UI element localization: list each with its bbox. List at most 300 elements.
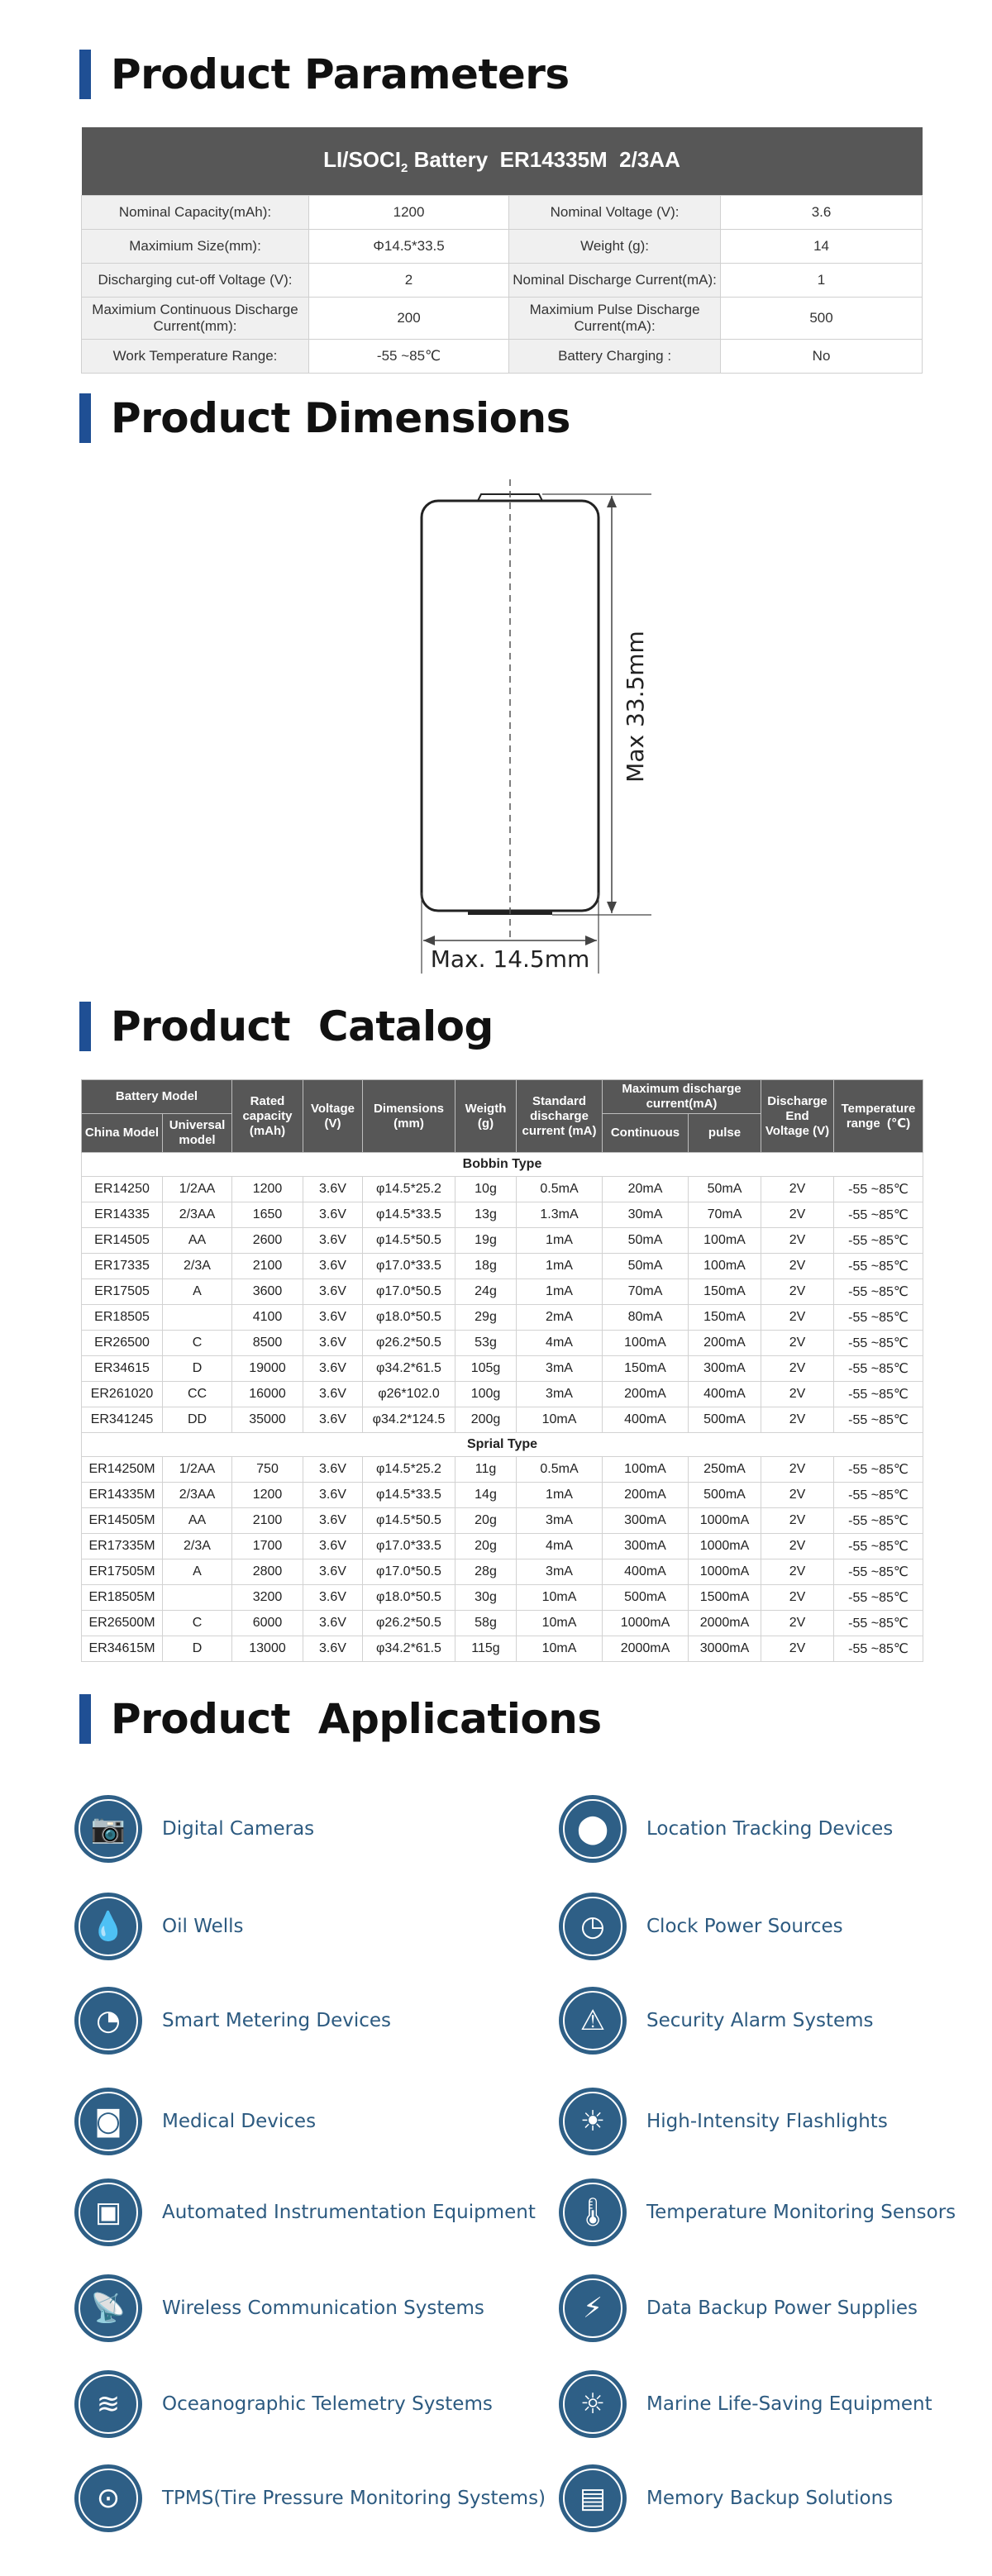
table-cell: 53g — [455, 1331, 517, 1356]
instrument-icon — [74, 2178, 142, 2246]
table-cell: 6000 — [232, 1611, 303, 1636]
table-cell: 3.6V — [303, 1457, 363, 1483]
table-row — [82, 1508, 923, 1534]
tire-pressure-icon — [74, 2464, 142, 2532]
catalog-rows — [82, 1153, 923, 1662]
table-cell: -55 ~85℃ — [834, 1457, 923, 1483]
table-cell: φ18.0*50.5 — [363, 1585, 455, 1611]
section-title: Product Applications — [111, 1695, 602, 1743]
col-temp-range: Temperature range (℃) — [834, 1080, 923, 1153]
table-cell: ER14505 — [82, 1228, 163, 1254]
table-cell: 2600 — [232, 1228, 303, 1254]
table-cell: 70mA — [603, 1279, 689, 1305]
application-item — [74, 1983, 391, 2058]
table-row — [82, 1279, 923, 1305]
table-cell: 1200 — [232, 1177, 303, 1202]
table-row — [82, 1457, 923, 1483]
table-cell: 4100 — [232, 1305, 303, 1331]
table-cell: 2V — [761, 1202, 834, 1228]
parameter-label: Maximium Size(mm): — [82, 230, 309, 264]
section-title: Product Dimensions — [111, 394, 570, 442]
application-label: Clock Power Sources — [646, 1916, 843, 1937]
col-dimensions: Dimensions (mm) — [363, 1080, 455, 1153]
icon-glyph: ☀ — [579, 2105, 606, 2138]
col-voltage: Voltage (V) — [303, 1080, 363, 1153]
icon-glyph: ▣ — [94, 2196, 122, 2229]
parameter-row — [82, 264, 923, 298]
parameter-label: Maximium Continuous Discharge Current(mm): — [82, 298, 309, 340]
table-cell: 14g — [455, 1483, 517, 1508]
application-label: Smart Metering Devices — [162, 2010, 392, 2031]
table-cell: 2V — [761, 1559, 834, 1585]
table-cell: 20g — [455, 1534, 517, 1559]
heading-accent-bar — [79, 50, 91, 99]
table-cell: 2V — [761, 1636, 834, 1662]
table-cell — [163, 1305, 232, 1331]
table-cell: 2V — [761, 1382, 834, 1407]
table-cell: 16000 — [232, 1382, 303, 1407]
table-cell: 3.6V — [303, 1356, 363, 1382]
table-cell: 80mA — [603, 1305, 689, 1331]
table-cell: 1mA — [517, 1279, 603, 1305]
table-row — [82, 1331, 923, 1356]
application-label: Automated Instrumentation Equipment — [162, 2202, 536, 2223]
table-cell: -55 ~85℃ — [834, 1382, 923, 1407]
width-label: Max. 14.5mm — [430, 945, 590, 973]
application-item — [559, 1792, 893, 1866]
table-cell: 20g — [455, 1508, 517, 1534]
table-cell: 500mA — [689, 1483, 761, 1508]
application-label: Digital Cameras — [162, 1818, 315, 1840]
application-item — [559, 2175, 956, 2250]
table-cell: 11g — [455, 1457, 517, 1483]
table-cell: φ14.5*33.5 — [363, 1202, 455, 1228]
table-cell: 3.6V — [303, 1254, 363, 1279]
icon-glyph: ⚡ — [583, 2292, 603, 2325]
parameter-value: 14 — [721, 230, 923, 264]
col-standard-current: Standard discharge current (mA) — [517, 1080, 603, 1153]
table-cell: 300mA — [689, 1356, 761, 1382]
table-cell: 20mA — [603, 1177, 689, 1202]
table-cell: ER17335 — [82, 1254, 163, 1279]
table-cell: -55 ~85℃ — [834, 1636, 923, 1662]
table-cell: 30mA — [603, 1202, 689, 1228]
parameter-label: Nominal Voltage (V): — [509, 196, 721, 230]
table-cell: φ17.0*33.5 — [363, 1254, 455, 1279]
catalog-group-title: Sprial Type — [82, 1433, 923, 1457]
table-cell: 115g — [455, 1636, 517, 1662]
table-cell: 100mA — [603, 1331, 689, 1356]
table-cell: 1650 — [232, 1202, 303, 1228]
table-cell: 2V — [761, 1177, 834, 1202]
table-cell: φ18.0*50.5 — [363, 1305, 455, 1331]
parameter-row — [82, 230, 923, 264]
table-cell: ER18505 — [82, 1305, 163, 1331]
parameter-label: Battery Charging : — [509, 340, 721, 374]
icon-glyph: ≋ — [96, 2388, 121, 2421]
table-cell: 2V — [761, 1483, 834, 1508]
medical-device-icon — [74, 2088, 142, 2155]
table-cell: 300mA — [603, 1534, 689, 1559]
table-cell: 3mA — [517, 1356, 603, 1382]
table-cell: 3.6V — [303, 1636, 363, 1662]
icon-glyph: ☼ — [579, 2388, 606, 2421]
table-cell: 1700 — [232, 1534, 303, 1559]
table-cell: 2V — [761, 1585, 834, 1611]
table-cell: -55 ~85℃ — [834, 1407, 923, 1433]
parameter-value: 3.6 — [721, 196, 923, 230]
table-cell: 58g — [455, 1611, 517, 1636]
table-cell: 2mA — [517, 1305, 603, 1331]
table-cell: 3.6V — [303, 1407, 363, 1433]
header-subscript: 2 — [401, 161, 408, 176]
col-china-model: China Model — [82, 1114, 163, 1153]
table-cell: φ14.5*33.5 — [363, 1483, 455, 1508]
table-cell: φ34.2*61.5 — [363, 1356, 455, 1382]
table-cell: 250mA — [689, 1457, 761, 1483]
table-cell: 3mA — [517, 1508, 603, 1534]
table-cell: 1200 — [232, 1483, 303, 1508]
application-label: Temperature Monitoring Sensors — [646, 2202, 956, 2223]
antenna-icon — [74, 2274, 142, 2342]
parameter-value: No — [721, 340, 923, 374]
table-row — [82, 1407, 923, 1433]
catalog-table — [81, 1079, 923, 1662]
table-cell: 2V — [761, 1534, 834, 1559]
table-cell: D — [163, 1356, 232, 1382]
table-cell: 28g — [455, 1559, 517, 1585]
table-row — [82, 1254, 923, 1279]
application-item — [74, 2367, 493, 2441]
table-cell: 2100 — [232, 1254, 303, 1279]
table-cell: DD — [163, 1407, 232, 1433]
table-cell: φ14.5*50.5 — [363, 1508, 455, 1534]
icon-glyph: ⚠ — [579, 2004, 606, 2037]
table-cell: 2V — [761, 1356, 834, 1382]
table-cell: φ14.5*25.2 — [363, 1177, 455, 1202]
table-cell: ER26500M — [82, 1611, 163, 1636]
oil-drop-icon — [74, 1893, 142, 1960]
table-cell: 1mA — [517, 1254, 603, 1279]
table-row — [82, 1202, 923, 1228]
catalog-group-row — [82, 1433, 923, 1457]
table-cell: 100mA — [689, 1254, 761, 1279]
col-max-discharge: Maximum discharge current(mA) — [603, 1080, 761, 1114]
alarm-icon — [559, 1987, 627, 2055]
table-cell: 1.3mA — [517, 1202, 603, 1228]
camera-icon — [74, 1795, 142, 1863]
table-cell: -55 ~85℃ — [834, 1177, 923, 1202]
table-cell: 3.6V — [303, 1177, 363, 1202]
table-cell: 0.5mA — [517, 1177, 603, 1202]
table-cell: 400mA — [689, 1382, 761, 1407]
table-cell: CC — [163, 1382, 232, 1407]
table-cell: ER14505M — [82, 1508, 163, 1534]
table-cell: 100mA — [689, 1228, 761, 1254]
table-cell: 10mA — [517, 1636, 603, 1662]
table-cell: 10mA — [517, 1611, 603, 1636]
table-cell: 2/3A — [163, 1254, 232, 1279]
table-cell: 1/2AA — [163, 1177, 232, 1202]
table-cell: 105g — [455, 1356, 517, 1382]
icon-glyph: ◙ — [94, 2105, 122, 2138]
table-cell: -55 ~85℃ — [834, 1228, 923, 1254]
table-cell: 150mA — [603, 1356, 689, 1382]
table-cell: 500mA — [603, 1585, 689, 1611]
application-label: Oil Wells — [162, 1916, 244, 1937]
table-cell: φ26*102.0 — [363, 1382, 455, 1407]
table-cell: 18g — [455, 1254, 517, 1279]
table-cell: 150mA — [689, 1279, 761, 1305]
table-cell: 10mA — [517, 1585, 603, 1611]
table-cell: 2800 — [232, 1559, 303, 1585]
table-cell: AA — [163, 1228, 232, 1254]
application-item — [74, 2084, 316, 2159]
application-label: Security Alarm Systems — [646, 2010, 874, 2031]
table-cell: ER17505M — [82, 1559, 163, 1585]
application-item — [74, 2271, 484, 2345]
parameter-value: -55 ~85℃ — [309, 340, 509, 374]
icon-glyph: ⬤ — [576, 1812, 609, 1845]
table-cell: 300mA — [603, 1508, 689, 1534]
table-cell: φ34.2*61.5 — [363, 1636, 455, 1662]
table-cell: -55 ~85℃ — [834, 1508, 923, 1534]
table-cell: 200mA — [603, 1382, 689, 1407]
col-end-voltage: Discharge End Voltage (V) — [761, 1080, 834, 1153]
parameter-label: Maximium Pulse Discharge Current(mA): — [509, 298, 721, 340]
table-cell: 3600 — [232, 1279, 303, 1305]
height-arrow-bottom — [607, 902, 617, 913]
table-cell: 3mA — [517, 1382, 603, 1407]
table-cell: 1000mA — [689, 1559, 761, 1585]
ocean-wave-icon — [74, 2370, 142, 2438]
application-label: Medical Devices — [162, 2111, 317, 2132]
table-row — [82, 1305, 923, 1331]
table-cell: 1/2AA — [163, 1457, 232, 1483]
parameter-value: 200 — [309, 298, 509, 340]
height-label: Max 33.5mm — [622, 631, 649, 783]
table-cell: 2V — [761, 1508, 834, 1534]
table-cell: ER34615 — [82, 1356, 163, 1382]
heading-accent-bar — [79, 393, 91, 443]
parameter-label: Nominal Capacity(mAh): — [82, 196, 309, 230]
col-weight: Weigth (g) — [455, 1080, 517, 1153]
application-item — [74, 1889, 244, 1964]
table-cell: 13000 — [232, 1636, 303, 1662]
table-cell: 1mA — [517, 1228, 603, 1254]
width-arrow-left — [423, 936, 435, 945]
table-cell: 1mA — [517, 1483, 603, 1508]
table-cell: 3.6V — [303, 1202, 363, 1228]
table-cell: 30g — [455, 1585, 517, 1611]
table-cell: A — [163, 1279, 232, 1305]
table-cell: 3000mA — [689, 1636, 761, 1662]
table-cell: 10mA — [517, 1407, 603, 1433]
application-item — [559, 2084, 888, 2159]
icon-glyph: ◷ — [580, 1910, 605, 1943]
parameter-row — [82, 298, 923, 340]
table-cell: 3.6V — [303, 1508, 363, 1534]
parameter-label: Work Temperature Range: — [82, 340, 309, 374]
catalog-group-row — [82, 1153, 923, 1177]
table-cell: 24g — [455, 1279, 517, 1305]
table-cell: 200mA — [603, 1483, 689, 1508]
table-cell: ER14250 — [82, 1177, 163, 1202]
col-rated-capacity: Rated capacity (mAh) — [232, 1080, 303, 1153]
table-cell: -55 ~85℃ — [834, 1305, 923, 1331]
parameters-heading — [79, 50, 570, 99]
application-label: Location Tracking Devices — [646, 1818, 894, 1840]
table-cell: -55 ~85℃ — [834, 1356, 923, 1382]
table-cell: 2V — [761, 1611, 834, 1636]
table-row — [82, 1177, 923, 1202]
table-cell: φ26.2*50.5 — [363, 1611, 455, 1636]
table-cell: 70mA — [689, 1202, 761, 1228]
table-cell: 19000 — [232, 1356, 303, 1382]
application-label: TPMS(Tire Pressure Monitoring Systems) — [162, 2488, 546, 2509]
table-cell: 1000mA — [689, 1534, 761, 1559]
table-cell: 2V — [761, 1279, 834, 1305]
lifebuoy-icon — [559, 2370, 627, 2438]
icon-glyph: ⊙ — [96, 2482, 121, 2515]
application-item — [559, 1983, 874, 2058]
table-cell: ER17505 — [82, 1279, 163, 1305]
table-cell: 2/3AA — [163, 1483, 232, 1508]
table-cell: ER14335M — [82, 1483, 163, 1508]
table-cell: -55 ~85℃ — [834, 1611, 923, 1636]
table-cell: 2V — [761, 1457, 834, 1483]
table-cell: φ14.5*50.5 — [363, 1228, 455, 1254]
table-cell: -55 ~85℃ — [834, 1254, 923, 1279]
application-item — [559, 1889, 843, 1964]
table-cell: 150mA — [689, 1305, 761, 1331]
table-cell: 35000 — [232, 1407, 303, 1433]
width-arrow-right — [585, 936, 597, 945]
col-continuous: Continuous — [603, 1114, 689, 1153]
table-cell — [163, 1585, 232, 1611]
parameters-table — [81, 127, 923, 374]
table-cell: -55 ~85℃ — [834, 1279, 923, 1305]
table-cell: 50mA — [689, 1177, 761, 1202]
header-model-text: Battery ER14335M 2/3AA — [408, 146, 680, 172]
flashlight-icon — [559, 2088, 627, 2155]
table-cell: 100g — [455, 1382, 517, 1407]
table-cell: 3.6V — [303, 1382, 363, 1407]
parameter-label: Discharging cut-off Voltage (V): — [82, 264, 309, 298]
table-cell: -55 ~85℃ — [834, 1559, 923, 1585]
table-cell: 50mA — [603, 1254, 689, 1279]
clock-icon — [559, 1893, 627, 1960]
table-cell: -55 ~85℃ — [834, 1202, 923, 1228]
table-cell: ER14250M — [82, 1457, 163, 1483]
table-cell: φ34.2*124.5 — [363, 1407, 455, 1433]
icon-glyph: 📷 — [90, 1812, 126, 1845]
parameters-rows — [82, 196, 923, 374]
application-label: Memory Backup Solutions — [646, 2488, 894, 2509]
application-label: Data Backup Power Supplies — [646, 2297, 918, 2319]
table-cell: 2V — [761, 1254, 834, 1279]
table-cell: ER34615M — [82, 1636, 163, 1662]
parameter-label: Nominal Discharge Current(mA): — [509, 264, 721, 298]
table-cell: -55 ~85℃ — [834, 1483, 923, 1508]
table-cell: 100mA — [603, 1457, 689, 1483]
table-row — [82, 1228, 923, 1254]
col-battery-model: Battery Model — [82, 1080, 232, 1114]
table-row — [82, 1483, 923, 1508]
backup-power-icon — [559, 2274, 627, 2342]
application-item — [559, 2271, 918, 2345]
thermometer-icon — [559, 2178, 627, 2246]
application-item — [559, 2461, 893, 2536]
table-cell: 1000mA — [689, 1508, 761, 1534]
table-cell: ER14335 — [82, 1202, 163, 1228]
table-cell: 2V — [761, 1228, 834, 1254]
table-cell: 3.6V — [303, 1585, 363, 1611]
table-cell: 750 — [232, 1457, 303, 1483]
table-cell: ER17335M — [82, 1534, 163, 1559]
table-cell: 2100 — [232, 1508, 303, 1534]
table-cell: 200mA — [689, 1331, 761, 1356]
table-cell: 3.6V — [303, 1305, 363, 1331]
table-cell: ER341245 — [82, 1407, 163, 1433]
table-cell: -55 ~85℃ — [834, 1331, 923, 1356]
table-cell: 29g — [455, 1305, 517, 1331]
application-item — [74, 2461, 546, 2536]
header-chem-text: LI/SOCI — [323, 146, 402, 172]
table-cell: 0.5mA — [517, 1457, 603, 1483]
icon-glyph: 📡 — [90, 2292, 126, 2325]
table-cell: C — [163, 1611, 232, 1636]
table-cell: 400mA — [603, 1559, 689, 1585]
application-item — [74, 2175, 536, 2250]
table-row — [82, 1534, 923, 1559]
table-cell: φ26.2*50.5 — [363, 1331, 455, 1356]
table-cell: φ14.5*25.2 — [363, 1457, 455, 1483]
height-arrow-top — [607, 496, 617, 507]
table-cell: 3.6V — [303, 1331, 363, 1356]
table-cell: 500mA — [689, 1407, 761, 1433]
icon-glyph: ◔ — [96, 2004, 121, 2037]
location-pin-icon — [559, 1795, 627, 1863]
section-title: Product Catalog — [111, 1002, 494, 1050]
table-cell: 2000mA — [603, 1636, 689, 1662]
table-cell: 3200 — [232, 1585, 303, 1611]
parameters-table-header — [82, 127, 923, 196]
table-cell: φ17.0*50.5 — [363, 1559, 455, 1585]
table-cell: ER26500 — [82, 1331, 163, 1356]
memory-card-icon — [559, 2464, 627, 2532]
parameter-label: Weight (g): — [509, 230, 721, 264]
catalog-group-title: Bobbin Type — [82, 1153, 923, 1177]
parameter-row — [82, 196, 923, 230]
heading-accent-bar — [79, 1694, 91, 1744]
table-cell: 10g — [455, 1177, 517, 1202]
table-row — [82, 1611, 923, 1636]
col-universal-model: Universal model — [163, 1114, 232, 1153]
table-cell: 8500 — [232, 1331, 303, 1356]
table-cell: 2V — [761, 1407, 834, 1433]
applications-heading — [79, 1694, 602, 1744]
gauge-icon — [74, 1987, 142, 2055]
table-cell: 2V — [761, 1331, 834, 1356]
application-label: Oceanographic Telemetry Systems — [162, 2393, 493, 2415]
table-cell: ER261020 — [82, 1382, 163, 1407]
parameter-row — [82, 340, 923, 374]
table-row — [82, 1559, 923, 1585]
col-pulse: pulse — [689, 1114, 761, 1153]
table-cell: C — [163, 1331, 232, 1356]
table-cell: 3.6V — [303, 1559, 363, 1585]
